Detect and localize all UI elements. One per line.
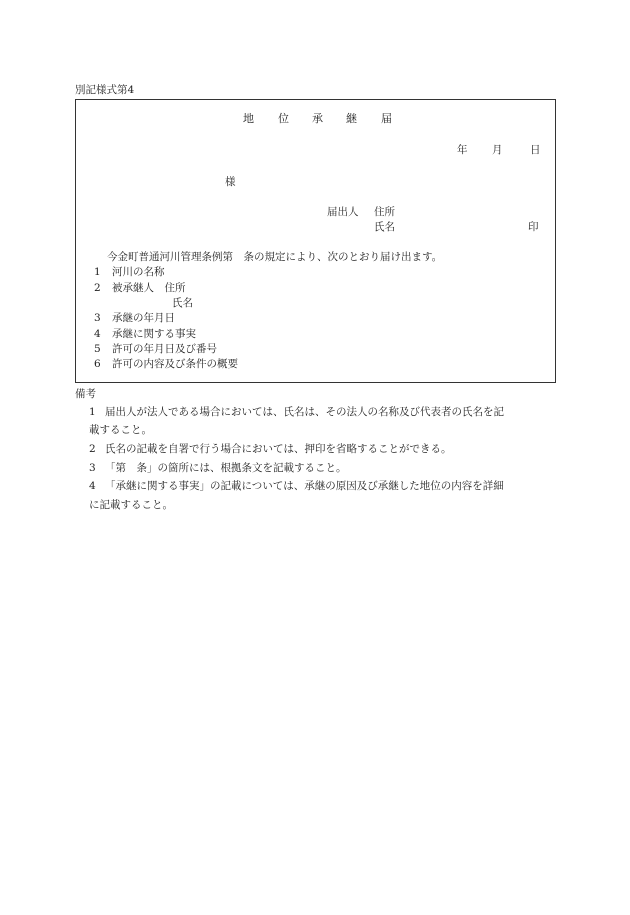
title-char: 位 [278, 112, 289, 125]
note-number: 2 [89, 443, 96, 455]
item-text: 氏名 [172, 297, 193, 309]
item-text: 許可の内容及び条件の概要 [112, 358, 238, 370]
note-text: 氏名の記載を自署で行う場合においては、押印を省略することができる。 [105, 443, 452, 455]
title-char: 地 [243, 112, 254, 125]
statement-text: 今金町普通河川管理条例第 条の規定により、次のとおり届け出ます。 [107, 251, 443, 263]
item-number: 5 [94, 343, 101, 355]
item-number: 4 [94, 328, 101, 340]
date-month-label: 月 [492, 144, 503, 156]
item-text: 河川の名称 [112, 266, 165, 278]
note-text: 「承継に関する事実」の記載については、承継の原因及び承継した地位の内容を詳細 [105, 480, 504, 492]
item-number: 2 [94, 282, 101, 294]
item-number: 1 [94, 266, 101, 278]
notifier-label: 届出人 [327, 206, 359, 218]
item-text: 承継に関する事実 [112, 328, 196, 340]
note-text: 「第 条」の箇所には、根拠条文を記載すること。 [105, 462, 347, 474]
item-text: 被承継人 住所 [112, 282, 186, 294]
notifier-name-label: 氏名 [374, 221, 395, 233]
date-day-label: 日 [530, 144, 541, 156]
note-text-continued: に記載すること。 [89, 499, 173, 511]
item-text: 承継の年月日 [112, 312, 175, 324]
addressee-suffix: 様 [225, 176, 236, 188]
title-char: 承 [312, 112, 323, 125]
seal-label: 印 [528, 221, 539, 233]
note-number: 1 [89, 406, 96, 418]
note-text: 届出人が法人である場合においては、氏名は、その法人の名称及び代表者の氏名を記 [105, 406, 504, 418]
note-text-continued: 載すること。 [89, 424, 152, 436]
item-text: 許可の年月日及び番号 [112, 343, 217, 355]
item-number: 3 [94, 312, 101, 324]
note-number: 3 [89, 462, 96, 474]
remarks-heading: 備考 [75, 388, 96, 400]
item-number: 6 [94, 358, 101, 370]
title-char: 届 [381, 112, 392, 125]
notifier-address-label: 住所 [374, 206, 395, 218]
note-number: 4 [89, 480, 96, 492]
form-label: 別記様式第4 [75, 84, 135, 96]
title-char: 継 [346, 112, 357, 125]
date-year-label: 年 [457, 144, 468, 156]
